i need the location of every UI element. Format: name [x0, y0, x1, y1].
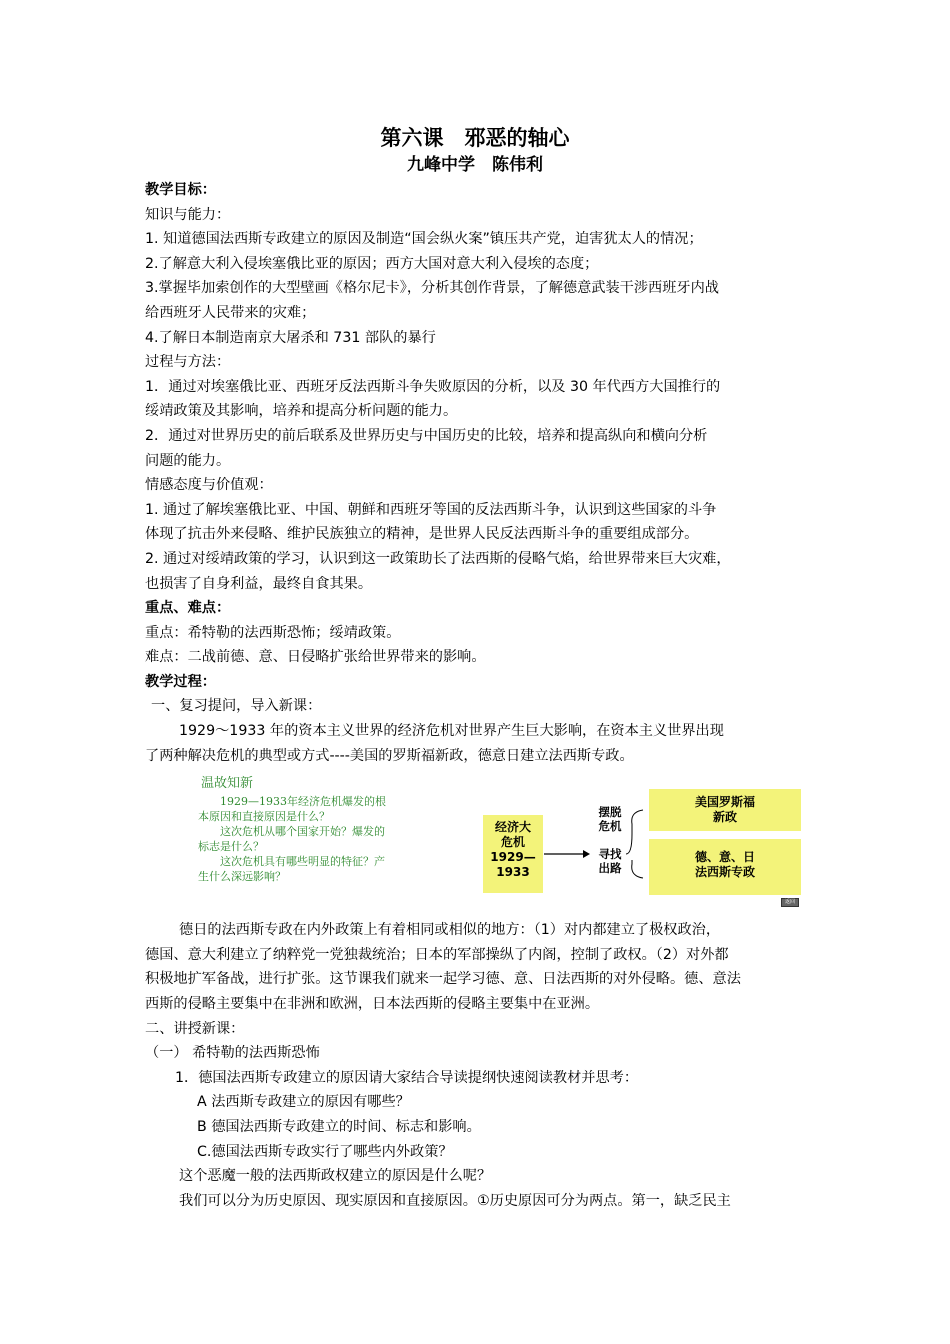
- paragraph-line: 难点：二战前德、意、日侵略扩张给世界带来的影响。: [145, 649, 486, 666]
- paragraph-line: 我们可以分为历史原因、现实原因和直接原因。①历史原因可分为两点。第一，缺乏民主: [179, 1192, 731, 1209]
- box-text: 1929—: [490, 850, 536, 865]
- paragraph-line: 绥靖政策及其影响，培养和提高分析问题的能力。: [145, 403, 458, 420]
- label-text: 危机: [598, 819, 622, 834]
- slide-question-line: 这次危机具有哪些明显的特征？产: [198, 855, 385, 869]
- fascist-dictatorship-box: [649, 839, 801, 895]
- subheading-process: 过程与方法：: [145, 354, 231, 371]
- paragraph-line: 1．德国法西斯专政建立的原因请大家结合导读提纲快速阅读教材并思考：: [175, 1069, 639, 1086]
- slide-question-line: 1929—1933年经济危机爆发的根: [198, 795, 386, 809]
- question-c: C.德国法西斯专政实行了哪些内外政策？: [197, 1143, 453, 1160]
- label-text: 摆脱: [598, 805, 622, 820]
- box-text: 法西斯专政: [694, 865, 755, 880]
- slide-question-line: 生什么深远影响？: [198, 870, 286, 884]
- paragraph-line: 3.掌握毕加索创作的大型壁画《格尔尼卡》，分析其创作背景，了解德意武装干涉西班牙内战: [145, 280, 719, 297]
- section-new-lesson: 二、讲授新课：: [145, 1020, 245, 1037]
- heading-key-points: 重点、难点：: [145, 600, 231, 617]
- section-review: 一、复习提问，导入新课：: [151, 698, 322, 715]
- paragraph-line: 1．通过对埃塞俄比亚、西班牙反法西斯斗争失败原因的分析，以及 30 年代西方大国推行的: [145, 378, 721, 395]
- box-text: 危机: [500, 835, 525, 850]
- slide-title: 温故知新: [201, 776, 254, 792]
- new-deal-box: [649, 789, 801, 831]
- author-line: 九峰中学 陈伟利: [407, 155, 543, 175]
- box-text: 德、意、日: [694, 850, 755, 865]
- paragraph-line: 1. 知道德国法西斯专政建立的原因及制造“国会纵火案”镇压共产党，迫害犹太人的情况；: [145, 231, 703, 248]
- paragraph-line: 给西班牙人民带来的灾难；: [145, 304, 316, 321]
- box-text: 经济大: [494, 820, 531, 835]
- paragraph-line: 2．通过对世界历史的前后联系及世界历史与中国历史的比较，培养和提高纵向和横向分析: [145, 427, 708, 444]
- paragraph-line: 1. 通过了解埃塞俄比亚、中国、朝鲜和西班牙等国的反法西斯斗争，认识到这些国家的斗争: [145, 501, 717, 518]
- document-body: [145, 178, 813, 1213]
- find-way-label: [590, 847, 630, 875]
- paragraph-line: 德国、意大利建立了纳粹党一党独裁统治；日本的军部操纵了内阁，控制了政权。（2）对外都: [145, 946, 729, 963]
- heading-teaching-process: 教学过程：: [145, 673, 216, 690]
- box-text: 新政: [712, 810, 737, 825]
- slide-question-line: 标志是什么？: [198, 840, 264, 854]
- paragraph-line: 体现了抗击外来侵略、维护民族独立的精神，是世界人民反法西斯斗争的重要组成部分。: [145, 526, 699, 543]
- paragraph-line: 1929～1933 年的资本主义世界的经济危机对世界产生巨大影响，在资本主义世界出现: [179, 723, 724, 740]
- paragraph-line: 这个恶魔一般的法西斯政权建立的原因是什么呢？: [179, 1168, 492, 1185]
- paragraph-line: 西斯的侵略主要集中在非洲和欧洲，日本法西斯的侵略主要集中在亚洲。: [145, 996, 600, 1013]
- economic-crisis-box: [483, 815, 543, 893]
- subsection-hitler: （一） 希特勒的法西斯恐怖: [145, 1045, 320, 1062]
- paragraph-line: 问题的能力。: [145, 452, 231, 469]
- box-text: 美国罗斯福: [694, 795, 755, 810]
- lesson-title: 第六课 邪恶的轴心: [380, 126, 570, 150]
- subheading-emotion: 情感态度与价值观：: [145, 477, 273, 494]
- paragraph-line: 4.了解日本制造南京大屠杀和 731 部队的暴行: [145, 329, 436, 346]
- paragraph-line: 2.了解意大利入侵埃塞俄比亚的原因；西方大国对意大利入侵埃的态度；: [145, 255, 599, 272]
- question-b: B 德国法西斯专政建立的时间、标志和影响。: [197, 1119, 481, 1135]
- subheading-knowledge: 知识与能力：: [145, 206, 231, 223]
- paragraph-line: 也损害了自身利益，最终自食其果。: [145, 575, 373, 592]
- review-slide-image: [198, 772, 795, 906]
- escape-crisis-label: [590, 805, 630, 833]
- paragraph-line: 2. 通过对绥靖政策的学习，认识到这一政策助长了法西斯的侵略气焰，给世界带来巨大灾难，: [145, 550, 731, 567]
- label-text: 寻找: [598, 847, 622, 862]
- paragraph-line: 积极地扩军备战，进行扩张。这节课我们就来一起学习德、意、日法西斯的对外侵略。德、意法: [145, 971, 741, 988]
- heading-goals: 教学目标：: [145, 182, 216, 198]
- paragraph-line: 德日的法西斯专政在内外政策上有着相同或相似的地方：（1）对内都建立了极权政治，: [179, 922, 721, 939]
- box-text: 1933: [496, 865, 530, 880]
- slide-question-line: 这次危机从哪个国家开始？爆发的: [198, 825, 385, 839]
- paragraph-line: 重点：希特勒的法西斯恐怖；绥靖政策。: [145, 624, 401, 641]
- slide-back-button: 返回: [781, 898, 799, 907]
- label-text: 出路: [598, 861, 622, 876]
- paragraph-line: 了两种解决危机的典型或方式----美国的罗斯福新政，德意日建立法西斯专政。: [145, 747, 634, 764]
- question-a: A 法西斯专政建立的原因有哪些？: [197, 1094, 410, 1111]
- slide-question-line: 本原因和直接原因是什么？: [198, 810, 330, 824]
